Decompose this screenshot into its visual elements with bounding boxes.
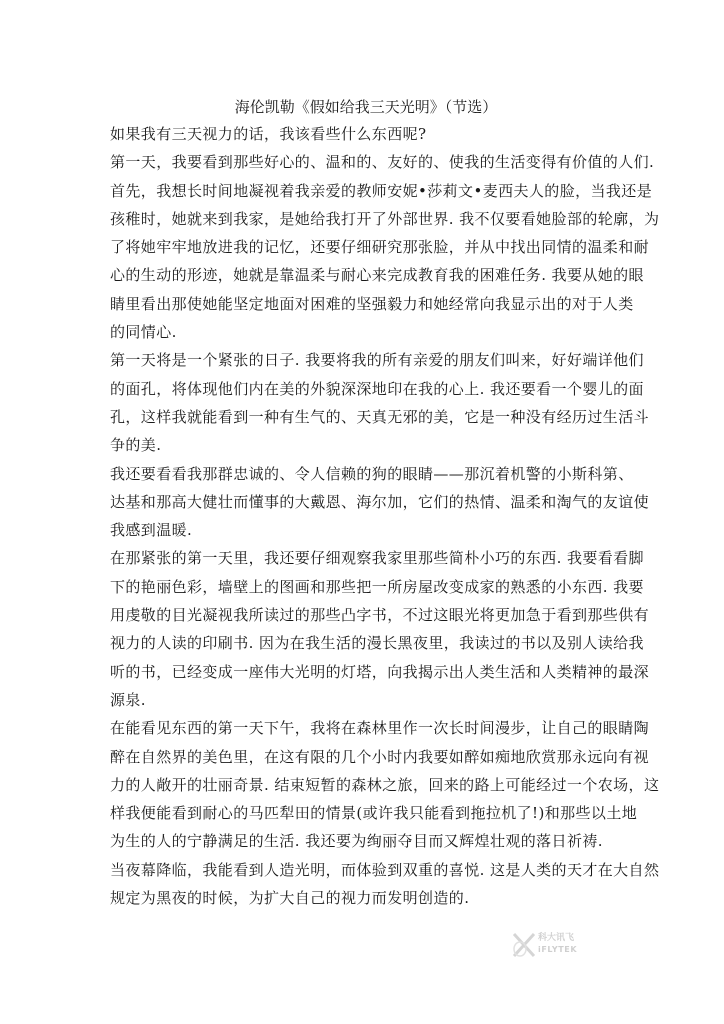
text-line: 第一天将是一个紧张的日子. 我要将我的所有亲爱的朋友们叫来，好好端详他们: [110, 351, 644, 370]
text-line: 下的艳丽色彩，墙壁上的图画和那些把一所房屋改变成家的熟悉的小东西. 我要: [110, 577, 644, 596]
text-line: 视力的人读的印刷书. 因为在我生活的漫长黑夜里，我读过的书以及别人读给我: [110, 634, 644, 653]
text-line: 第一天，我要看到那些好心的、温和的、友好的、使我的生活变得有价值的人们.: [110, 153, 655, 172]
text-line: 孔，这样我就能看到一种有生气的、天真无邪的美，它是一种没有经历过生活斗: [110, 407, 650, 426]
text-line: 争的美.: [110, 436, 162, 455]
text-line: 睛里看出那使她能坚定地面对困难的坚强毅力和她经常向我显示出的对于人类: [110, 294, 634, 313]
text-line: 的面孔，将体现他们内在美的外貌深深地印在我的心上. 我还要看一个婴儿的面: [110, 379, 644, 398]
text-line: 了将她牢牢地放进我的记忆，还要仔细研究那张脸，并从中找出同情的温柔和耐: [110, 238, 650, 257]
text-line: 孩稚时，她就来到我家，是她给我打开了外部世界. 我不仅要看她脸部的轮廓，为: [110, 209, 660, 228]
text-line: 达基和那高大健壮而懂事的大戴恩、海尔加，它们的热情、温柔和淘气的友谊使: [110, 492, 650, 511]
text-line: 听的书，已经变成一座伟大光明的灯塔，向我揭示出人类生活和人类精神的最深: [110, 662, 650, 681]
text-line: 在那紧张的第一天里，我还要仔细观察我家里那些简朴小巧的东西. 我要看看脚: [110, 549, 644, 568]
text-line: 源泉.: [110, 690, 146, 709]
text-line: 当夜幕降临，我能看到人造光明，而体验到双重的喜悦. 这是人类的天才在大自然: [110, 860, 660, 879]
document-page: [110, 97, 660, 912]
text-line: 在能看见东西的第一天下午，我将在森林里作一次长时间漫步，让自己的眼睛陶: [110, 719, 650, 738]
watermark-logo: [512, 932, 602, 960]
text-line: 为生的人的宁静满足的生活. 我还要为绚丽夺目而又辉煌壮观的落日祈祷.: [110, 832, 603, 851]
document-body: [110, 120, 660, 912]
text-line: 规定为黑夜的时候，为扩大自己的视力而发明创造的.: [110, 889, 470, 908]
iflytek-logo-icon: [512, 932, 536, 958]
text-line: 力的人敞开的壮丽奇景. 结束短暂的森林之旅，回来的路上可能经过一个农场，这: [110, 775, 660, 794]
document-title: 海伦凯勒《假如给我三天光明》（节选）: [234, 98, 498, 116]
text-line: 首先，我想长时间地凝视着我亲爱的教师安妮•莎莉文•麦西夫人的脸，当我还是: [110, 181, 653, 200]
text-line: 用虔敬的目光凝视我所读过的那些凸字书，不过这眼光将更加急于看到那些供有: [110, 606, 650, 625]
text-line: 醉在自然界的美色里，在这有限的几个小时内我要如醉如痴地欣赏那永远向有视: [110, 747, 650, 766]
text-line: 样我便能看到耐心的马匹犁田的情景(或许我只能看到拖拉机了!)和那些以土地: [110, 804, 638, 823]
text-line: 我感到温暖.: [110, 521, 193, 540]
text-line: 如果我有三天视力的话，我该看些什么东西呢?: [110, 125, 427, 143]
text-line: 我还要看看我那群忠诚的、令人信赖的狗的眼睛——那沉着机警的小斯科第、: [110, 464, 634, 483]
watermark-text-cn: 科大讯飞: [538, 933, 575, 943]
watermark-text-en: iFLYTEK: [538, 945, 578, 954]
text-line: 心的生动的形迹，她就是靠温柔与耐心来完成教育我的困难任务. 我要从她的眼: [110, 266, 644, 285]
text-line: 的同情心.: [110, 323, 177, 342]
